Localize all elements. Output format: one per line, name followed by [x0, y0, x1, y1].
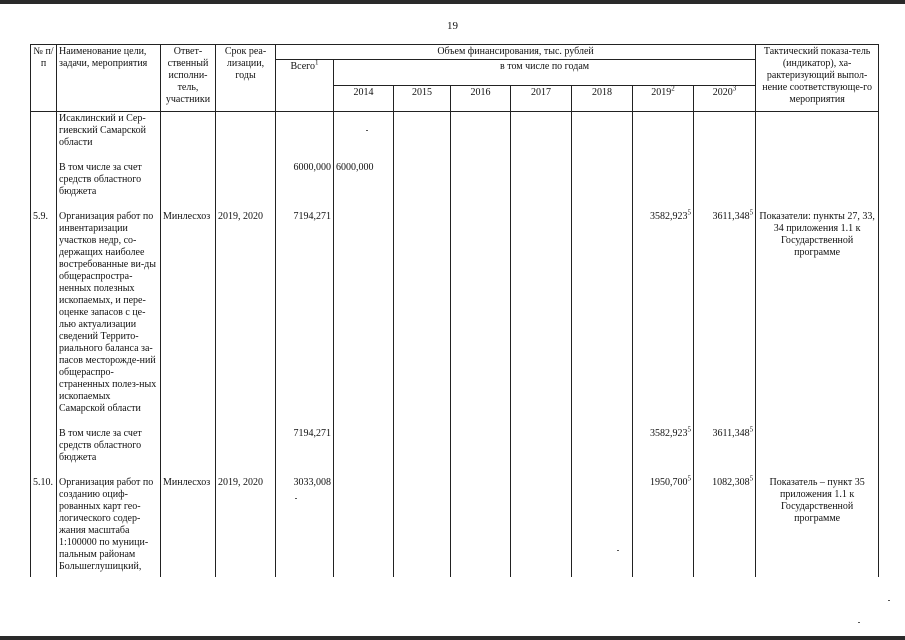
- cell-2020: [694, 161, 756, 210]
- cell-responsible: [161, 427, 216, 476]
- cell-name: В том числе за счет средств областного бюджета: [57, 427, 161, 476]
- cell-2020: 3611,348$^5$: [694, 210, 756, 427]
- col-header-year: 2019$^2$: [633, 86, 694, 112]
- col-header-indicator: Тактический показа-тель (индикатор), ха-рактеризующий выпол-нение соответствующе-го мероприятия: [756, 45, 879, 112]
- bottom-border-bar: [0, 636, 905, 640]
- top-border-bar: [0, 0, 905, 4]
- cell-2018: [572, 210, 633, 427]
- cell-num: [31, 427, 57, 476]
- cell-2014: [334, 210, 394, 427]
- col-header-funding-group: Объем финансирования, тыс. рублей: [276, 45, 756, 60]
- cell-term: 2019, 2020: [216, 210, 276, 427]
- cell-2015: [394, 210, 451, 427]
- cell-2014: [334, 476, 394, 577]
- cell-2016: [451, 210, 511, 427]
- cell-2019: [633, 161, 694, 210]
- cell-num: 5.10.: [31, 476, 57, 577]
- cell-2018: [572, 112, 633, 162]
- table-row: [31, 112, 879, 162]
- cell-2014: [334, 112, 394, 162]
- cell-total: 3033,008: [276, 476, 334, 577]
- cell-indicator: [756, 161, 879, 210]
- page-number: 19: [447, 20, 458, 32]
- col-header-year: 2018: [572, 86, 633, 112]
- col-header-num: № п/п: [31, 45, 57, 112]
- cell-term: [216, 427, 276, 476]
- cell-responsible: Минлесхоз: [161, 210, 216, 427]
- cell-2017: [511, 161, 572, 210]
- col-header-by-years: в том числе по годам: [334, 60, 756, 86]
- cell-2014: 6000,000: [334, 161, 394, 210]
- table-row: [31, 427, 879, 476]
- cell-term: [216, 112, 276, 162]
- cell-total: 6000,000: [276, 161, 334, 210]
- col-header-total: Всего$^1$: [276, 60, 334, 112]
- cell-total: 7194,271: [276, 210, 334, 427]
- cell-responsible: [161, 112, 216, 162]
- funding-plan-table: [30, 44, 879, 577]
- cell-2016: [451, 427, 511, 476]
- cell-2015: [394, 161, 451, 210]
- cell-2019: 3582,923$^5$: [633, 210, 694, 427]
- cell-indicator: [756, 427, 879, 476]
- col-header-term: Срок реа-лизации, годы: [216, 45, 276, 112]
- scan-speck: [295, 498, 297, 499]
- cell-name: Исаклинский и Сер-гиевский Самарской области: [57, 112, 161, 162]
- cell-2015: [394, 476, 451, 577]
- cell-indicator: Показатель – пункт 35 приложения 1.1 к Государственной программе: [756, 476, 879, 577]
- cell-2018: [572, 427, 633, 476]
- cell-2017: [511, 427, 572, 476]
- scan-speck: [366, 130, 368, 131]
- cell-num: [31, 112, 57, 162]
- cell-2019: 3582,923$^5$: [633, 427, 694, 476]
- col-header-responsible: Ответ-ственный исполни-тель, участники: [161, 45, 216, 112]
- cell-2017: [511, 476, 572, 577]
- col-header-year: 2017: [511, 86, 572, 112]
- cell-2020: [694, 112, 756, 162]
- cell-2014: [334, 427, 394, 476]
- cell-name: В том числе за счет средств областного бюджета: [57, 161, 161, 210]
- col-header-name: Наименование цели, задачи, мероприятия: [57, 45, 161, 112]
- cell-indicator: Показатели: пункты 27, 33, 34 приложения 1.1 к Государственной программе: [756, 210, 879, 427]
- cell-num: [31, 161, 57, 210]
- cell-total: [276, 112, 334, 162]
- cell-2015: [394, 112, 451, 162]
- cell-total: 7194,271: [276, 427, 334, 476]
- table-row: [31, 161, 879, 210]
- col-header-year: 2015: [394, 86, 451, 112]
- cell-2020: 1082,308$^5$: [694, 476, 756, 577]
- cell-2016: [451, 112, 511, 162]
- cell-2015: [394, 427, 451, 476]
- cell-name: Организация работ по инвентаризации участков недр, со-держащих наиболее востребованные ви-ды общераспростра-ненных полезных ископаемых, и пере-оценке запасов с це-лью актуализации сведений Террито-риального баланса за-пасов месторожде-ний общераспро-страненных полез-ных ископаемых Самарской области: [57, 210, 161, 427]
- cell-2016: [451, 161, 511, 210]
- cell-indicator: [756, 112, 879, 162]
- cell-2017: [511, 210, 572, 427]
- table-row: [31, 476, 879, 577]
- table-header: [31, 45, 879, 112]
- col-header-year: 2014: [334, 86, 394, 112]
- cell-responsible: [161, 161, 216, 210]
- cell-num: 5.9.: [31, 210, 57, 427]
- cell-term: [216, 161, 276, 210]
- cell-2016: [451, 476, 511, 577]
- cell-2017: [511, 112, 572, 162]
- cell-2020: 3611,348$^5$: [694, 427, 756, 476]
- table-row: [31, 210, 879, 427]
- scan-speck: [617, 550, 619, 551]
- col-header-year: 2016: [451, 86, 511, 112]
- cell-2018: [572, 161, 633, 210]
- scan-speck: [858, 622, 860, 623]
- cell-term: 2019, 2020: [216, 476, 276, 577]
- cell-responsible: Минлесхоз: [161, 476, 216, 577]
- col-header-year: 2020$^3$: [694, 86, 756, 112]
- cell-name: Организация работ по созданию оциф-рованных карт гео-логического содер-жания масштаба 1:100000 по муници-пальным районам Большеглушицкий,: [57, 476, 161, 577]
- cell-2018: [572, 476, 633, 577]
- scan-speck: [888, 600, 890, 601]
- cell-2019: 1950,700$^5$: [633, 476, 694, 577]
- cell-2019: [633, 112, 694, 162]
